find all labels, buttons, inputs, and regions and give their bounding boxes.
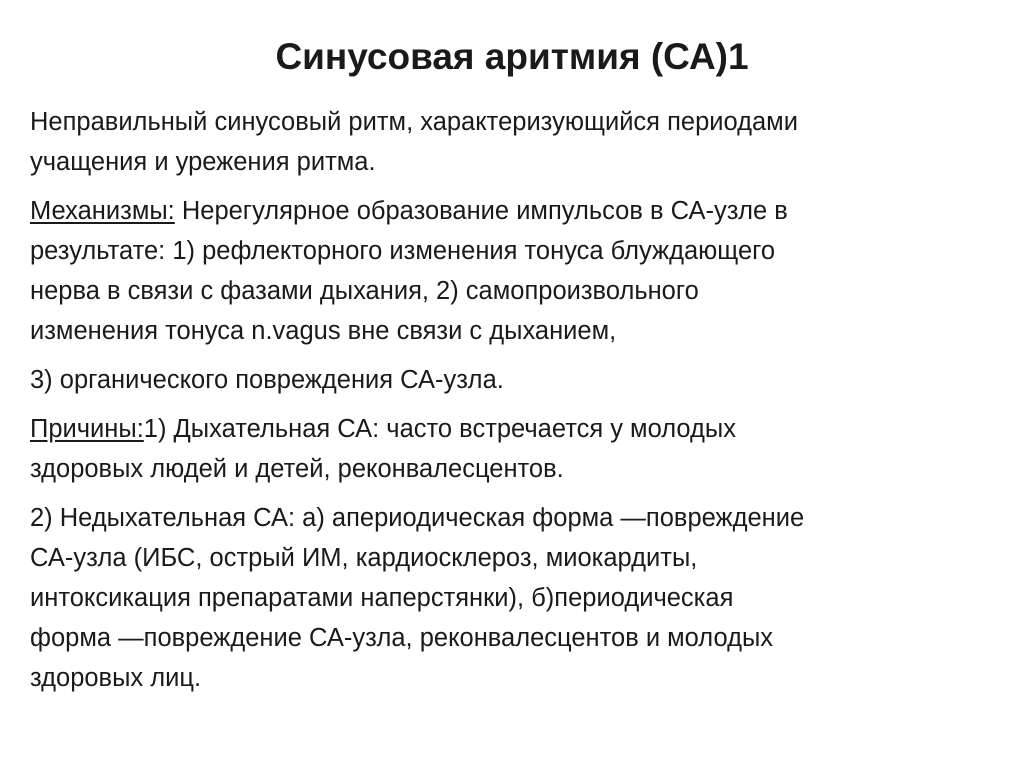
- text-line: 3) органического повреждения СА-узла.: [30, 366, 504, 394]
- paragraph-definition: [30, 102, 995, 182]
- text-line: СА-узла (ИБС, острый ИМ, кардиосклероз, миокардиты,: [30, 544, 698, 572]
- text-line: интоксикация препаратами наперстянки), б)периодическая: [30, 584, 734, 612]
- text-line: [30, 409, 995, 449]
- mechanisms-heading: Механизмы:: [30, 197, 175, 225]
- text-line: результате: 1) рефлекторного изменения тонуса блуждающего: [30, 237, 776, 265]
- paragraph-mechanisms: [30, 191, 995, 351]
- text-fragment: 1) Дыхательная СА: часто встречается у молодых: [143, 415, 736, 443]
- text-line: изменения тонуса n.vagus вне связи с дыханием,: [30, 317, 617, 345]
- slide-body: [30, 102, 995, 707]
- text-line: Неправильный синусовый ритм, характеризующийся периодами: [30, 108, 798, 136]
- paragraph-causes: [30, 409, 995, 489]
- text-line: здоровых людей и детей, реконвалесцентов.: [30, 455, 564, 483]
- causes-heading: Причины:: [30, 415, 144, 443]
- text-fragment: Нерегулярное образование импульсов в СА-узле в: [174, 197, 788, 225]
- paragraph-organic: [30, 360, 995, 400]
- paragraph-non-respiratory: [30, 498, 995, 698]
- slide-title: Синусовая аритмия (СА)1: [275, 36, 749, 77]
- text-line: нерва в связи с фазами дыхания, 2) самопроизвольного: [30, 277, 699, 305]
- text-line: форма —повреждение СА-узла, реконвалесцентов и молодых: [30, 624, 774, 652]
- text-line: здоровых лиц.: [30, 664, 202, 692]
- text-line: [30, 191, 995, 231]
- text-line: 2) Недыхательная СА: а) апериодическая форма —повреждение: [30, 504, 805, 532]
- text-line: учащения и урежения ритма.: [30, 148, 376, 176]
